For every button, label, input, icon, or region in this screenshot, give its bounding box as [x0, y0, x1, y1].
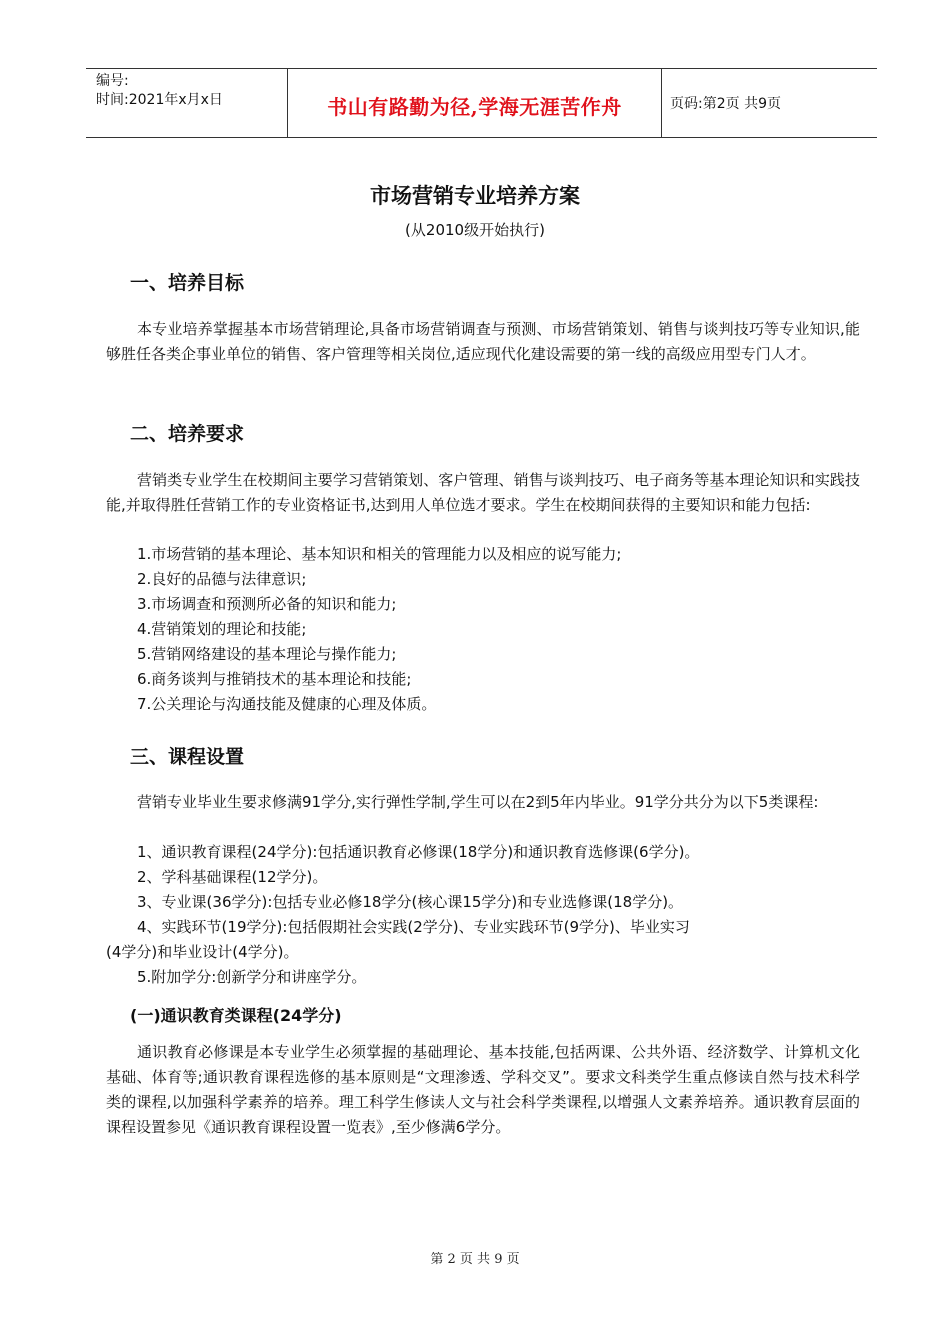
list-item: 2.良好的品德与法律意识; [137, 570, 307, 588]
list-item: 6.商务谈判与推销技术的基本理论和技能; [137, 670, 412, 688]
section-heading-goals: 一、培养目标 [130, 272, 245, 294]
section-heading-requirements: 二、培养要求 [130, 423, 245, 445]
page-footer: 第 2 页 共 9 页 [430, 1252, 520, 1267]
header-motto: 书山有路勤为径,学海无涯苦作舟 [327, 95, 622, 119]
section-heading-curriculum: 三、课程设置 [130, 746, 245, 768]
header-meta [96, 72, 223, 110]
list-item: 4、实践环节(19学分):包括假期社会实践(2学分)、专业实践环节(9学分)、毕业实习 [137, 918, 690, 936]
list-item: 7.公关理论与沟通技能及健康的心理及体质。 [137, 695, 437, 713]
page-header [86, 68, 877, 138]
list-item: (4学分)和毕业设计(4学分)。 [106, 943, 299, 961]
document-title: 市场营销专业培养方案 [370, 184, 580, 208]
list-item: 5.附加学分:创新学分和讲座学分。 [137, 968, 367, 986]
header-number-label: 编号: [96, 73, 129, 89]
header-page-info: 页码:第2页 共9页 [670, 96, 781, 112]
list-item: 1、通识教育课程(24学分):包括通识教育必修课(18学分)和通识教育选修课(6学分)。 [137, 843, 700, 861]
header-time-label: 时间:2021年x月x日 [96, 92, 223, 108]
section-paragraph-requirements: 营销类专业学生在校期间主要学习营销策划、客户管理、销售与谈判技巧、电子商务等基本理论知识和实践技能,并取得胜任营销工作的专业资格证书,达到用人单位选才要求。学生在校期间获得的主要知识和能力包括: [106, 471, 860, 514]
list-item: 2、学科基础课程(12学分)。 [137, 868, 328, 886]
list-item: 3、专业课(36学分):包括专业必修18学分(核心课15学分)和专业选修课(18学分)。 [137, 893, 684, 911]
requirements-list [106, 542, 866, 717]
curriculum-list [106, 840, 866, 990]
list-item: 3.市场调查和预测所必备的知识和能力; [137, 595, 397, 613]
list-item: 5.营销网络建设的基本理论与操作能力; [137, 645, 397, 663]
document-subtitle: (从2010级开始执行) [405, 221, 545, 239]
list-item: 1.市场营销的基本理论、基本知识和相关的管理能力以及相应的说写能力; [137, 545, 622, 563]
subsection-heading-general-education: (一)通识教育类课程(24学分) [130, 1006, 342, 1025]
list-item: 4.营销策划的理论和技能; [137, 620, 307, 638]
section-paragraph-curriculum: 营销专业毕业生要求修满91学分,实行弹性学制,学生可以在2到5年内毕业。91学分共分为以下5类课程: [137, 793, 819, 811]
subsection-paragraph-general-education: 通识教育必修课是本专业学生必须掌握的基础理论、基本技能,包括两课、公共外语、经济数学、计算机文化基础、体育等;通识教育课程选修的基本原则是“文理渗透、学科交叉”。要求文科类学生重点修读自然与技术科学类的课程,以加强科学素养的培养。理工科学生修读人文与社会科学类课程,以增强人文素养培养。通识教育层面的课程设置参见《通识教育课程设置一览表》,至少修满6学分。 [106, 1043, 860, 1136]
header-divider [661, 69, 662, 137]
section-paragraph-goals: 本专业培养掌握基本市场营销理论,具备市场营销调查与预测、市场营销策划、销售与谈判技巧等专业知识,能够胜任各类企事业单位的销售、客户管理等相关岗位,适应现代化建设需要的第一线的高级应用型专门人才。 [106, 320, 860, 363]
